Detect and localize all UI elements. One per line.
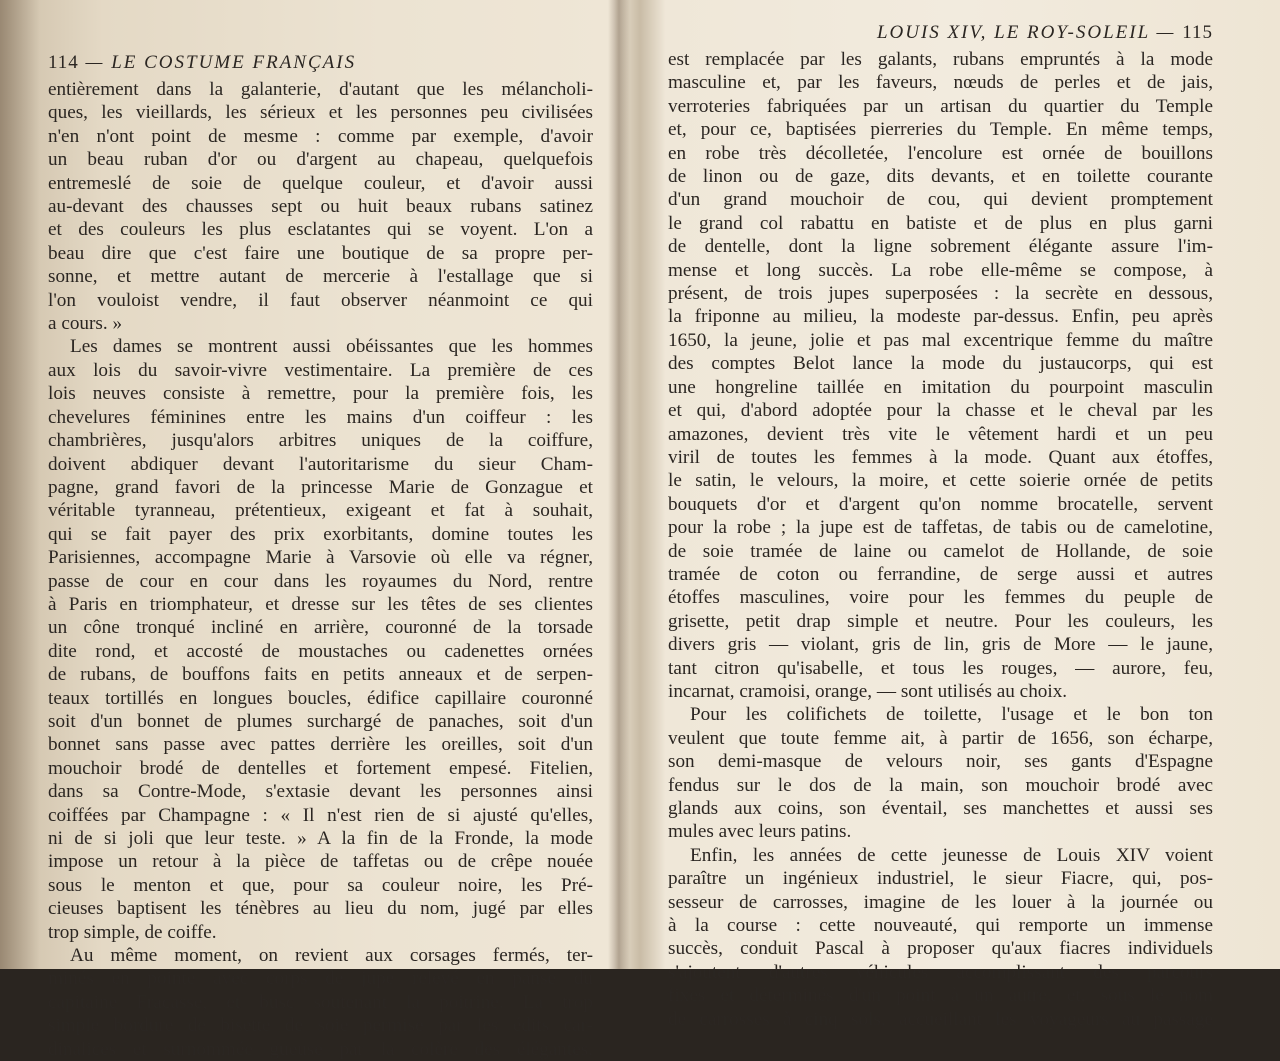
text-line: trop simple, de coiffe.: [48, 921, 217, 943]
text-line: de carrosses à cinq sols, accueillant les voyageurs au passage: [668, 1008, 1213, 1030]
text-line: sesseur de carrosses, imagine de les louer à la journée ou: [668, 891, 1213, 913]
text-line: amazones, devient très vite le vêtement hardi et un peu: [668, 423, 1213, 445]
text-line: une hongreline taillée en imitation du pourpoint masculin: [668, 376, 1213, 398]
text-line: lois neuves consiste à remettre, pour la première fois, les: [48, 383, 593, 405]
text-line: ques, les vieillards, les sérieux et les personnes peu civilisées: [48, 102, 593, 124]
text-line: succès, conduit Pascal à proposer qu'aux fiacres individuels: [668, 938, 1213, 960]
text-line: capitaine Fracasse, et busc soutenant la poitrine. La trop: [48, 991, 593, 1013]
text-line: incarnat, cramoisi, orange, — sont utilisés au choix.: [668, 680, 1068, 702]
left-page-text: [48, 78, 593, 1061]
text-line: dans sa Contre-Mode, s'extasie devant les personnes ainsi: [48, 781, 593, 803]
text-line: 1650, la jeune, jolie et pas mal excentrique femme du maître: [668, 329, 1213, 351]
text-line: sonne, et mettre autant de mercerie à l'estallage que si: [48, 266, 593, 288]
text-line: n'en n'ont point de mesme : comme par exemple, d'avoir: [48, 125, 593, 147]
text-line: doivent abdiquer devant l'autoritarisme du sieur Cham-: [48, 453, 593, 475]
text-line: est remplacée par les galants, rubans empruntés à la mode: [668, 49, 1213, 70]
text-line: soit d'un bonnet de plumes surchargé de panaches, soit d'un: [48, 710, 593, 732]
text-line: mules avec leurs patins.: [668, 821, 852, 843]
text-line: et des couleurs les plus esclatantes qui se voyent. L'on a: [48, 219, 593, 241]
right-page: [668, 18, 1213, 1031]
text-line: sous le menton et que, pour sa couleur noire, les Pré-: [48, 874, 593, 896]
text-line: de rubans, de bouffons faits en petits anneaux et de serpen-: [48, 664, 593, 686]
text-line: divers gris — violant, gris de lin, gris de More — le jaune,: [668, 634, 1213, 656]
text-line: dite rond, et accosté de moustaches ou cadenettes ornées: [48, 640, 593, 662]
right-running-header: [668, 18, 1213, 48]
text-line: impose un retour à la pièce de taffetas ou de crêpe nouée: [48, 851, 593, 873]
text-line: dinalices et surnommée gueuse par la colère des élégantes,: [48, 1038, 593, 1060]
text-line: à Paris en triomphateur, et dresse sur les têtes de ses clientes: [48, 593, 593, 615]
left-page-number: 114: [48, 52, 79, 73]
text-line: de dentelle, dont la ligne sobrement élégante assure l'im-: [668, 236, 1213, 258]
text-line: pour la robe ; la jupe est de taffetas, de tabis ou de camelotine,: [668, 517, 1213, 539]
text-line: pagne, grand favori de la princesse Marie de Gonzague et: [48, 476, 593, 498]
text-line: étoffes masculines, voire pour les femmes du peuple de: [668, 587, 1213, 609]
text-line: le satin, le velours, la moire, et cette soierie ornée de petits: [668, 470, 1213, 492]
left-page: [48, 18, 593, 1061]
text-line: au-devant des chausses sept ou huit beaux rubans satinez: [48, 196, 593, 218]
text-line: cieuses baptisent les ténèbres au lieu du nom, jugé par elles: [48, 898, 593, 920]
text-line: viril de toutes les femmes à la mode. Quant aux étoffes,: [668, 446, 1213, 468]
text-line: un cône tronqué incliné en arrière, couronné de la torsade: [48, 617, 593, 639]
text-line: minés en pointe avec corps de jupe relevé en panse du: [48, 968, 593, 990]
text-line: et qui, d'abord adoptée pour la chasse et le cheval par les: [668, 400, 1213, 422]
text-line: entièrement dans la galanterie, d'autant que les mélancholi-: [48, 79, 593, 100]
right-header-title: LOUIS XIV, LE ROY-SOLEIL —: [876, 22, 1176, 43]
right-page-text: [668, 48, 1213, 1031]
text-line: fendus sur le dos de la main, son mouchoir brodé avec: [668, 774, 1213, 796]
text-line: tant citron qu'isabelle, et tous les rouges, — aurore, feu,: [668, 657, 1213, 679]
text-line: masculine et, par les faveurs, nœuds de perles et de jais,: [668, 72, 1213, 94]
text-line: tramée de coton ou ferrandine, de serge aussi et autres: [668, 563, 1213, 585]
text-line: de soie tramée de laine ou camelot de Hollande, de soie: [668, 540, 1213, 562]
left-header-title: — LE COSTUME FRANÇAIS: [85, 52, 357, 73]
text-line: verroteries fabriquées par un artisan du quartier du Temple: [668, 95, 1213, 117]
text-line: mouchoir brodé de dentelles et fortement empesé. Fitelien,: [48, 757, 593, 779]
text-line: de linon ou de gaze, dits devants, et en toilette courante: [668, 166, 1213, 188]
text-line: teaux tortillés en longues boucles, édifice capillaire couronné: [48, 687, 593, 709]
text-line: présent, de trois jupes superposées : la secrète en dessous,: [668, 283, 1213, 305]
text-line: Enfin, les années de cette jeunesse de Louis XIV voient: [690, 844, 1213, 866]
right-page-number: 115: [1182, 22, 1213, 43]
text-line: Les dames se montrent aussi obéissantes que les hommes: [70, 336, 593, 358]
text-line: à la course : cette nouveauté, qui remporte un immense: [668, 915, 1213, 937]
text-line: Parisiennes, accompagne Marie à Varsovie où elle va régner,: [48, 547, 593, 569]
text-line: bouquets d'or et d'argent qu'on nomme brocatelle, servent: [668, 493, 1213, 515]
text-line: a cours. »: [48, 313, 123, 335]
text-line: s'ajoutent d'autres véhicules accomplissant des parcours: [668, 961, 1213, 983]
text-line: le grand col rabattu en batiste et de plus en plus garni: [668, 212, 1213, 234]
text-line: glands aux coins, son éventail, ses manchettes et aussi ses: [668, 798, 1213, 819]
text-line: paraître un ingénieux industriel, le sieur Fiacre, qui, pos-: [668, 868, 1213, 890]
text-line: chevelures féminines entre les mains d'un coiffeur : les: [48, 406, 593, 428]
text-line: bonnet sans passe avec pattes derrière les oreilles, soit d'un: [48, 734, 593, 756]
text-line: véritable tyranneau, prétentieux, exigeant et fat à souhait,: [48, 500, 593, 522]
text-line: veulent que toute femme ait, à partir de 1656, son écharpe,: [668, 727, 1213, 749]
text-line: grisette, petit drap simple et neutre. Pour les couleurs, les: [668, 610, 1213, 632]
page-shadow: [0, 0, 40, 969]
text-line: fixes et déterminés d'un point à un autre, et, sous le nom: [668, 985, 1213, 1007]
text-line: coiffées par Champagne : « Il n'est rien de si ajusté qu'elles,: [48, 804, 593, 826]
text-line: et, pour ce, baptisées pierreries du Temple. En même temps,: [668, 119, 1213, 141]
text-line: qui se fait payer des prix exorbitants, domine toutes les: [48, 523, 593, 545]
text-line: beau dire que c'est faire une boutique de sa propre per-: [48, 242, 593, 264]
text-line: son demi-masque de velours noir, ses gants d'Espagne: [668, 751, 1213, 773]
text-line: d'un grand mouchoir de cou, qui devient promptement: [668, 189, 1213, 211]
text-line: des comptes Belot lance la mode du justaucorps, qui est: [668, 353, 1213, 375]
text-line: ni de si joli que leur teste. » A la fin de la Fronde, la mode: [48, 828, 593, 849]
text-line: mense et long succès. La robe elle-même se compose, à: [668, 259, 1213, 281]
left-running-header: [48, 48, 593, 78]
text-line: entremeslé de soie de quelque couleur, et d'avoir aussi: [48, 172, 593, 194]
text-line: l'on vouloist vendre, il faut observer néanmoint ce qui: [48, 289, 593, 311]
text-line: Pour les colifichets de toilette, l'usage et le bon ton: [690, 704, 1213, 726]
text-line: aux lois du savoir-vivre vestimentaire. La première de ces: [48, 359, 593, 381]
text-line: la friponne au milieu, la modeste par-dessus. Enfin, peu après: [668, 306, 1213, 328]
text-line: en robe très décolletée, l'encolure est ornée de bouillons: [668, 142, 1213, 164]
book-gutter: [608, 0, 630, 969]
text-line: Au même moment, on revient aux corsages fermés, ter-: [70, 945, 593, 967]
text-line: chambrières, jusqu'alors arbitres uniques de la coiffure,: [48, 430, 593, 452]
text-line: passe de cour en cour dans les royaumes du Nord, rentre: [48, 570, 593, 592]
text-line: un beau ruban d'or ou d'argent au chapeau, quelquefois: [48, 149, 593, 171]
text-line: simple bordure de bisette de soie permise par les édits car-: [48, 1015, 593, 1037]
